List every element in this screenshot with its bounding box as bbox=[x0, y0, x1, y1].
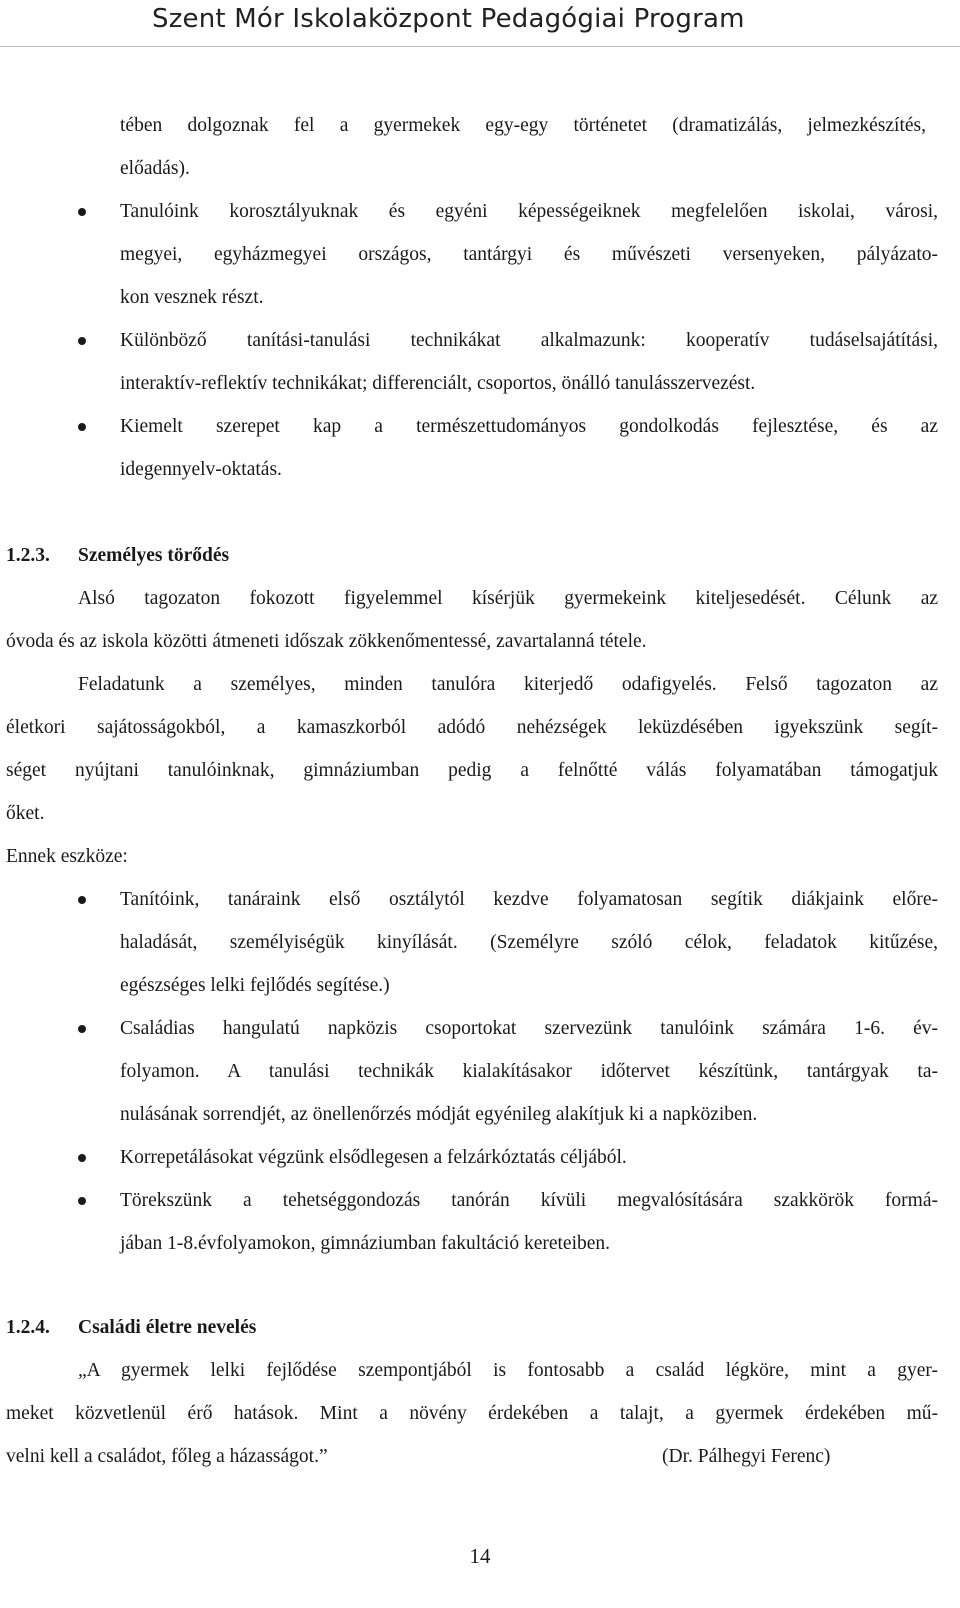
list-item-line: Különböző tanítási-tanulási technikákat alkalmazunk: kooperatív tudáselsajátítási, bbox=[120, 330, 938, 351]
section-number: 1.2.3. bbox=[6, 545, 50, 566]
paragraph-line: Alsó tagozaton fokozott figyelemmel kísérjük gyermekeink kiteljesedését. Célunk az bbox=[78, 588, 938, 609]
list-item-line: Törekszünk a tehetséggondozás tanórán kívüli megvalósítására szakkörök formá- bbox=[120, 1190, 938, 1211]
list-item-line: Kiemelt szerepet kap a természettudományos gondolkodás fejlesztése, és az bbox=[120, 416, 938, 437]
bullet-icon bbox=[78, 1025, 86, 1033]
quote-line: „A gyermek lelki fejlődése szempontjából is fontosabb a család légköre, mint a gyer- bbox=[78, 1360, 938, 1381]
list-item-line: kon vesznek részt. bbox=[120, 287, 264, 308]
list-item-line: Tanulóink korosztályuknak és egyéni képességeiknek megfelelően iskolai, városi, bbox=[120, 201, 938, 222]
paragraph-line: séget nyújtani tanulóinknak, gimnáziumban pedig a felnőtté válás folyamatában támogatjuk bbox=[6, 760, 938, 781]
paragraph-line: tében dolgoznak fel a gyermekek egy-egy történetet (dramatizálás, jelmezkészítés, bbox=[120, 115, 926, 136]
section-number: 1.2.4. bbox=[6, 1317, 50, 1338]
list-item-line: idegennyelv-oktatás. bbox=[120, 459, 282, 480]
bullet-icon bbox=[78, 337, 86, 345]
list-item-line: nulásának sorrendjét, az önellenőrzés módját egyénileg alakítjuk ki a napköziben. bbox=[120, 1104, 758, 1125]
list-item-line: haladását, személyiségük kinyílását. (Személyre szóló célok, feladatok kitűzése, bbox=[120, 932, 938, 953]
list-item-line: interaktív-reflektív technikákat; differenciált, csoportos, önálló tanulásszervezést. bbox=[120, 373, 756, 394]
bullet-icon bbox=[78, 896, 86, 904]
bullet-icon bbox=[78, 1154, 86, 1162]
list-item-line: megyei, egyházmegyei országos, tantárgyi és művészeti versenyeken, pályázato- bbox=[120, 244, 938, 265]
header-divider bbox=[0, 46, 960, 47]
bullet-icon bbox=[78, 423, 86, 431]
list-item-line: Korrepetálásokat végzünk elsődlegesen a felzárkóztatás céljából. bbox=[120, 1147, 627, 1168]
paragraph-line: Feladatunk a személyes, minden tanulóra kiterjedő odafigyelés. Felső tagozaton az bbox=[78, 674, 938, 695]
section-title: Családi életre nevelés bbox=[78, 1317, 257, 1338]
section-title: Személyes törődés bbox=[78, 545, 230, 566]
list-item-line: egészséges lelki fejlődés segítése.) bbox=[120, 975, 390, 996]
paragraph-line: őket. bbox=[6, 803, 45, 824]
page-header bbox=[0, 0, 960, 40]
list-item-line: jában 1-8.évfolyamokon, gimnáziumban fakultáció kereteiben. bbox=[120, 1233, 611, 1254]
document-title: Szent Mór Iskolaközpont Pedagógiai Program bbox=[152, 4, 745, 34]
quote-line: velni kell a családot, főleg a házasságot.” bbox=[6, 1446, 328, 1467]
bullet-icon bbox=[78, 1197, 86, 1205]
list-item-line: folyamon. A tanulási technikák kialakításakor időtervet készítünk, tantárgyak ta- bbox=[120, 1061, 938, 1082]
paragraph-line: előadás). bbox=[120, 158, 190, 179]
page-number: 14 bbox=[469, 1544, 491, 1568]
quote-author: (Dr. Pálhegyi Ferenc) bbox=[662, 1446, 831, 1467]
list-item-line: Tanítóink, tanáraink első osztálytól kezdve folyamatosan segítik diákjaink előre- bbox=[120, 889, 938, 910]
paragraph-line: Ennek eszköze: bbox=[6, 846, 128, 867]
paragraph-line: életkori sajátosságokból, a kamaszkorból adódó nehézségek leküzdésében igyekszünk segít- bbox=[6, 717, 938, 738]
quote-line: meket közvetlenül érő hatások. Mint a növény érdekében a talajt, a gyermek érdekében mű- bbox=[6, 1403, 938, 1424]
bullet-icon bbox=[78, 208, 86, 216]
paragraph-line: óvoda és az iskola közötti átmeneti időszak zökkenőmentessé, zavartalanná tétele. bbox=[6, 631, 647, 652]
list-item-line: Családias hangulatú napközis csoportokat szervezünk tanulóink számára 1-6. év- bbox=[120, 1018, 938, 1039]
